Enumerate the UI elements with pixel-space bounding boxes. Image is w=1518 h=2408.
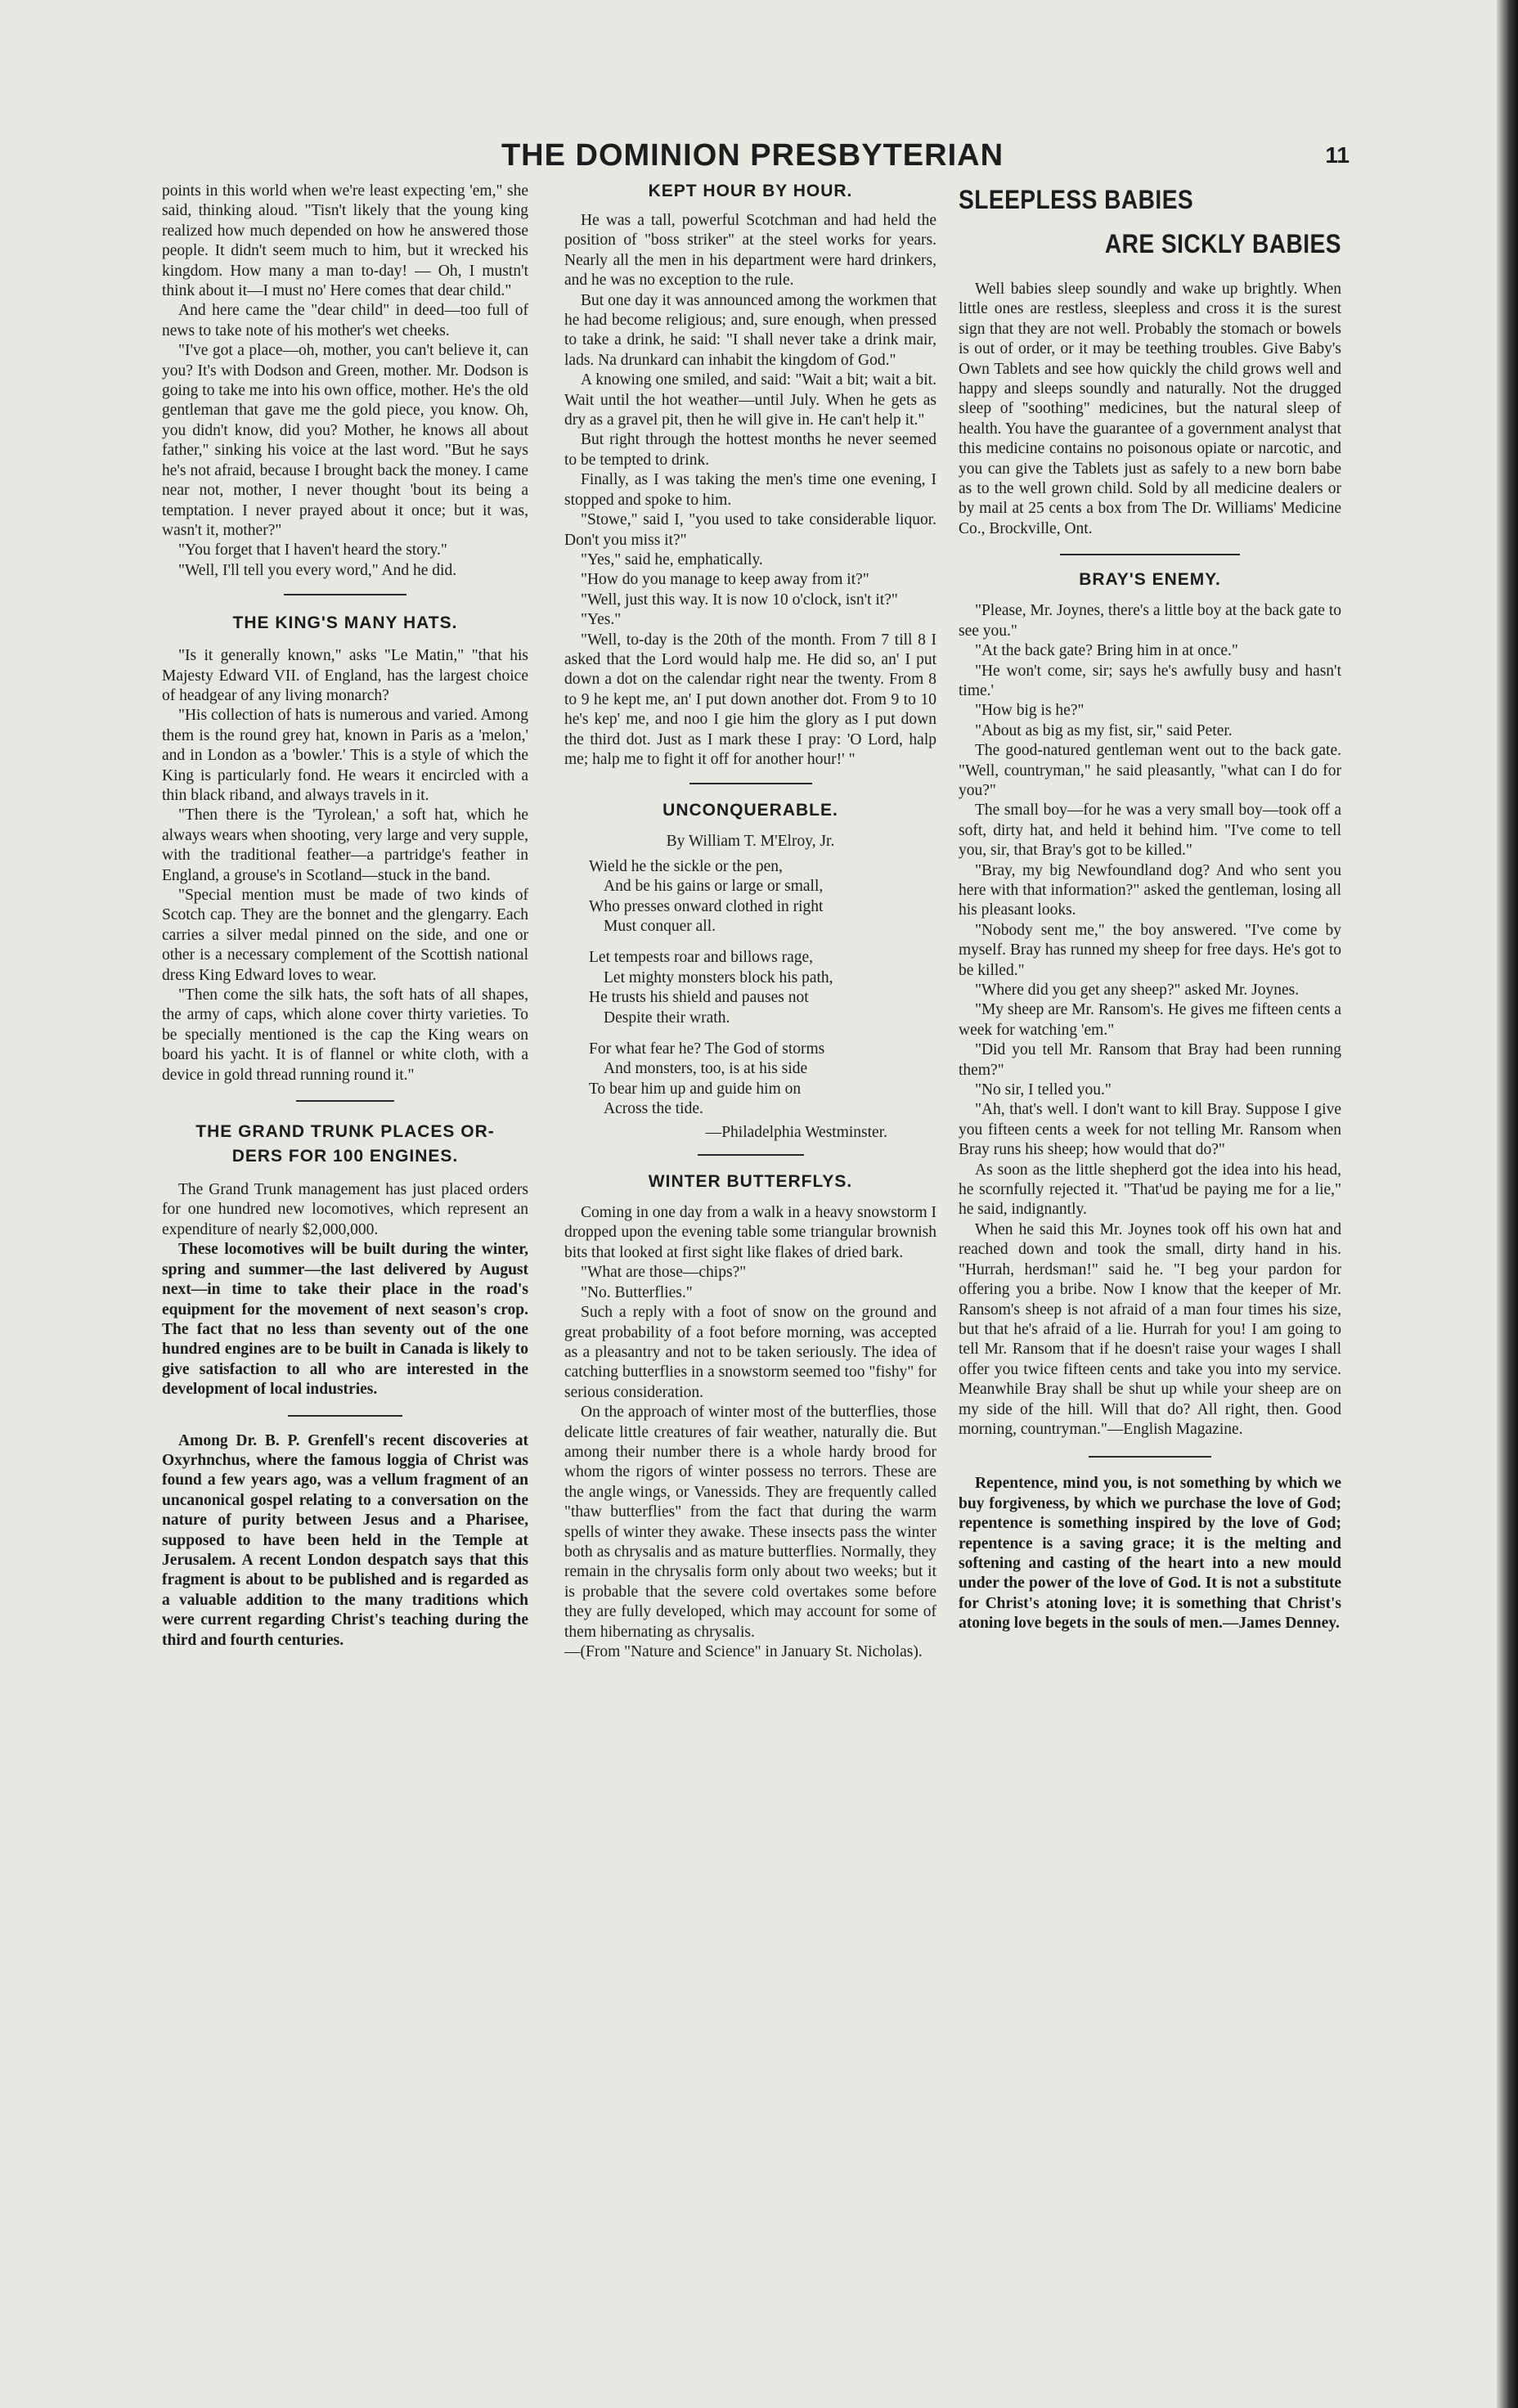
story-continued-paragraph: "You forget that I haven't heard the story." [178, 541, 447, 559]
article-paragraph: "Special mention must be made of two kinds of Scotch cap. They are the bonnet and the glengarry. Each carries a silver medal pinned on the side, and one or other is a necessary complement of the Scottish national dress King Edward loves to wear. [162, 887, 528, 984]
article-paragraph: "About as big as my fist, sir," said Peter. [975, 721, 1233, 739]
story-continued-paragraph: points in this world when we're least expecting 'em," she said, thinking aloud. "Tisn't likely that the young king realized how much depended on how he answered those people. It didn't seem much to him, but it wrecked his kingdom. How many a man to-day! — Oh, I mustn't think about it—I must no' Here comes that dear child." [162, 182, 528, 300]
article-paragraph: But one day it was announced among the workmen that he had become religious; and, sure enough, when pressed to take a drink, he said: "I shall never take a drink mair, lads. Na drunkard can inhabit the kingdom of God." [564, 291, 936, 369]
article-paragraph: "At the back gate? Bring him in at once." [975, 642, 1238, 660]
story-continued-paragraph: "I've got a place—oh, mother, you can't believe it, can you? It's with Dodson and Green, mother. Mr. Dodson is going to take me into his own office, mother. He's the old gentleman that gave me the gold piece, you know. Oh, you didn't know, did you? Mother, he knows all about father," sinking his voice at the last word. "But he says he's not afraid, because I brought back the money. I came near not, mother, I never thought 'bout its being a temptation. I never prayed about it once; but it was, wasn't it, mother?" [162, 342, 528, 539]
article-paragraph: "Where did you get any sheep?" asked Mr. Joynes. [975, 982, 1300, 999]
article-paragraph: "He won't come, sir; says he's awfully busy and hasn't time.' [959, 662, 1341, 699]
section-divider [284, 594, 406, 595]
section-divider [689, 783, 812, 784]
article-paragraph: "No sir, I telled you." [975, 1081, 1112, 1099]
article-paragraph: "Is it generally known," asks "Le Matin," "that his Majesty Edward VII. of England, has the largest choice of headgear of any living monarch? [162, 647, 528, 704]
poem-line: Despite their wrath. [604, 1009, 730, 1027]
article-paragraph: Coming in one day from a walk in a heavy snowstorm I dropped upon the evening table some triangular brownish bits that looked at first sight like flakes of dried bark. [564, 1204, 936, 1261]
article-paragraph: "Bray, my big Newfoundland dog? And who sent you here with that information?" asked the gentleman, losing all his pleasant looks. [959, 861, 1341, 919]
article-paragraph: "Yes." [581, 611, 622, 629]
poem-stanza [589, 1040, 936, 1120]
article-paragraph: As soon as the little shepherd got the idea into his head, he scornfully rejected it. "That'ud be paying me for a lie," he said, indignantly. [959, 1161, 1341, 1219]
article-paragraph: "My sheep are Mr. Ransom's. He gives me fifteen cents a week for watching 'em." [959, 1001, 1341, 1039]
article-paragraph: But right through the hottest months he never seemed to be tempted to drink. [564, 431, 936, 469]
poem-stanza [589, 857, 936, 937]
article-paragraph: "Well, to-day is the 20th of the month. From 7 till 8 I asked that the Lord would halp me. He did so, an' I put down a dot on the calendar right near the twenty. From 8 to 9 he kept me, an' I put down another dot. From 9 to 10 he's kep' me, and noo I gie him the glory as I put down the third dot. Just as I mark these I pray: 'O Lord, halp me; halp me to fight it off for another hour!' " [564, 631, 936, 768]
article-title-line: DERS FOR 100 ENGINES. [231, 1147, 459, 1166]
article-paragraph: "Did you tell Mr. Ransom that Bray had been running them?" [959, 1041, 1341, 1079]
article-paragraph: "How big is he?" [975, 702, 1085, 720]
article-paragraph: On the approach of winter most of the butterflies, those delicate little creatures of fair weather, naturally die. But among their number there is a whole hardy brood for whom the rigors of winter possess no terrors. These are the angle wings, or Vanessids. They are frequently called "thaw butterflies" from the fact that during the warm spells of winter they awake. These insects pass the winter both as chrysalis and as mature butterflies. Normally, they remain in the chrysalis form only about two weeks; but it is probable that the severe cold overtakes some before they are fully developed, which may account for some of them hibernating as chrysalis. [564, 1404, 936, 1641]
poem-source: —Philadelphia Westminster. [705, 1123, 887, 1141]
poem-line: And be his gains or large or small, [604, 878, 824, 896]
article-title-winter-butterflys: WINTER BUTTERFLYS. [648, 1172, 853, 1192]
masthead [155, 131, 1350, 180]
newspaper-title: THE DOMINION PRESBYTERIAN [501, 138, 1004, 173]
poem-title-unconquerable: UNCONQUERABLE. [662, 801, 838, 820]
poem-line: Wield he the sickle or the pen, [589, 857, 783, 875]
grenfell-paragraph: Among Dr. B. P. Grenfell's recent discoveries at Oxyrhnchus, where the famous loggia of Christ was found a few years ago, was a vellum fragment of an uncanonical gospel relating to a conversation on the nature of purity between Jesus and a Pharisee, supposed to have been held in the Temple at Jerusalem. A recent London despatch says that this fragment is about to be published and is regarded as a valuable addition to the many traditions which were current regarding Christ's teaching during the third and fourth centuries. [162, 1431, 528, 1649]
poem-line: And monsters, too, is at his side [604, 1060, 808, 1078]
article-paragraph: "Then there is the 'Tyrolean,' a soft hat, which he always wears when shooting, very large and very supple, with the traditional feather—a partridge's feather in England, a grouse's in Scotland—stuck in the band. [162, 806, 528, 884]
column-3 [959, 182, 1341, 2259]
section-divider [288, 1415, 402, 1417]
article-title-line: THE GRAND TRUNK PLACES OR- [195, 1122, 495, 1142]
poem-line: Who presses onward clothed in right [589, 897, 824, 915]
poem-stanza [589, 948, 936, 1028]
section-divider [1060, 554, 1240, 555]
story-continued-paragraph: "Well, I'll tell you every word," And he did. [178, 561, 457, 579]
article-paragraph: The Grand Trunk management has just placed orders for one hundred new locomotives, which represent an expenditure of nearly $2,000,000. [162, 1181, 528, 1238]
article-title-kept-hour: KEPT HOUR BY HOUR. [648, 182, 853, 200]
poem-line: To bear him up and guide him on [589, 1080, 802, 1098]
article-paragraph: "Please, Mr. Joynes, there's a little boy at the back gate to see you." [959, 602, 1341, 640]
repentence-paragraph: Repentence, mind you, is not something by which we buy forgiveness, by which we purchase the love of God; repentence is something inspired by the love of God; repentence is a saving grace; it is the melting and softening and casting of the heart into a new mould under the power of the love of God. It is not a substitute for Christ's atoning love; it is something that Christ's atoning love begets in the souls of men.—James Denney. [959, 1475, 1341, 1633]
article-source: —(From "Nature and Science" in January St. Nicholas). [564, 1643, 923, 1660]
article-paragraph: Such a reply with a foot of snow on the ground and great probability of a foot before morning, was accepted as a pleasantry and not to be taken seriously. The idea of catching butterflies in a snowstorm seemed too "fishy" for serious consideration. [564, 1304, 936, 1401]
article-paragraph: "His collection of hats is numerous and varied. Among them is the round grey hat, known in Paris as a 'melon,' and in London as a 'bowler.' This is a style of which the King is particularly fond. He wears it encircled with a thin black riband, and always travels in it. [162, 707, 528, 804]
article-paragraph: "How do you manage to keep away from it?" [581, 571, 869, 589]
poem-byline: By William T. M'Elroy, Jr. [666, 833, 835, 851]
article-paragraph: "No. Butterflies." [581, 1283, 693, 1301]
poem-line: For what fear he? The God of storms [589, 1040, 825, 1058]
article-paragraph: These locomotives will be built during the winter, spring and summer—the last delivered by August next—in time to take their place in the road's equipment for the movement of next season's crop. The fact that no less than seventy out of the one hundred engines are to be built in Canada is likely to give satisfaction to all who are interested in the development of local industries. [162, 1241, 528, 1399]
article-paragraph: A knowing one smiled, and said: "Wait a bit; wait a bit. Wait until the hot weather—until July. When he gets as dry as a gravel pit, then he will give in. He can't help it." [564, 371, 936, 429]
poem-line: Let mighty monsters block his path, [604, 968, 833, 986]
article-paragraph: "Stowe," said I, "you used to take considerable liquor. Don't you miss it?" [564, 511, 936, 549]
article-title-line: SLEEPLESS BABIES [959, 185, 1194, 214]
story-continued-paragraph: And here came the "dear child" in deed—too full of news to take note of his mother's wet cheeks. [162, 302, 528, 339]
article-paragraph: "Well, just this way. It is now 10 o'clock, isn't it?" [581, 591, 898, 609]
section-divider [698, 1154, 804, 1156]
article-paragraph: "Then come the silk hats, the soft hats of all shapes, the army of caps, which alone cover thirty varieties. To be specially mentioned is the cap the King wears on board his yacht. It is of flannel or white cloth, with a device in gold thread running round it." [162, 986, 528, 1084]
article-paragraph: "Ah, that's well. I don't want to kill Bray. Suppose I give you fifteen cents a week for not telling Mr. Ransom when Bray runs his sheep; how would that do?" [959, 1101, 1341, 1159]
article-title-line: ARE SICKLY BABIES [1104, 229, 1341, 258]
article-title-kings-hats: THE KING'S MANY HATS. [232, 613, 458, 633]
article-paragraph: When he said this Mr. Joynes took off his own hat and reached down and took the small, dirty hand in his. "Hurrah, herdsman!" said he. "I beg your pardon for offering you a bribe. Now I know that the keeper of Mr. Ransom's sheep is not afraid of a man four times his size, but that he's afraid of a lie. Hurrah for you! I am going to tell Mr. Ransom that if he doesn't raise your wages I shall offer you twice fifteen cents and take you into my service. Meanwhile Bray shall be shut up while your sheep are on my side of the hill. Will that do? All right, then. Good morning, countryman."—English Magazine. [959, 1220, 1341, 1438]
poem-line: Must conquer all. [604, 918, 716, 935]
page-number: 11 [1325, 142, 1350, 168]
column-2 [564, 182, 936, 2259]
article-title-brays-enemy: BRAY'S ENEMY. [1079, 570, 1221, 590]
section-divider [296, 1100, 394, 1102]
article-paragraph: "Nobody sent me," the boy answered. "I've come by myself. Bray has runned my sheep for free days. He's got to be killed." [959, 921, 1341, 979]
article-paragraph: Finally, as I was taking the men's time one evening, I stopped and spoke to him. [564, 471, 936, 509]
article-paragraph: The good-natured gentleman went out to the back gate. "Well, countryman," he said pleasantly, "what can I do for you?" [959, 742, 1341, 799]
poem-line: Let tempests roar and billows rage, [589, 949, 813, 967]
article-title-grand-trunk [162, 1120, 528, 1169]
article-paragraph: "What are those—chips?" [581, 1264, 747, 1282]
section-divider [1089, 1456, 1211, 1458]
article-paragraph: He was a tall, powerful Scotchman and had held the position of "boss striker" at the steel works for years. Nearly all the men in his department were hard drinkers, and he was no exception to the rule. [564, 212, 936, 290]
article-paragraph: Well babies sleep soundly and wake up brightly. When little ones are restless, sleepless and cross it is the surest sign that they are not well. Probably the stomach or bowels is out of order, or it may be teething troubles. Give Baby's Own Tablets and see how quickly the child grows well and happy and sleeps soundly and naturally. Not the drugged sleep of "soothing" medicines, but the natural sleep of health. You have the guarantee of a government analyst that this medicine contains no poisonous opiate or narcotic, and you can give the Tablets just as safely to a new born babe as to the well grown child. Sold by all medicine dealers or by mail at 25 cents a box from The Dr. Williams' Medicine Co., Brockville, Ont. [959, 281, 1341, 537]
column-1 [162, 182, 528, 2251]
scan-edge [1497, 0, 1518, 2408]
article-paragraph: The small boy—for he was a very small boy—took off a soft, dirty hat, and held it behind him. "I've come to tell you, sir, that Bray's got to be killed." [959, 802, 1341, 860]
article-paragraph: "Yes," said he, emphatically. [581, 550, 763, 568]
article-title-sleepless-babies [959, 182, 1341, 262]
poem-line: He trusts his shield and pauses not [589, 989, 809, 1007]
poem-line: Across the tide. [604, 1100, 703, 1118]
